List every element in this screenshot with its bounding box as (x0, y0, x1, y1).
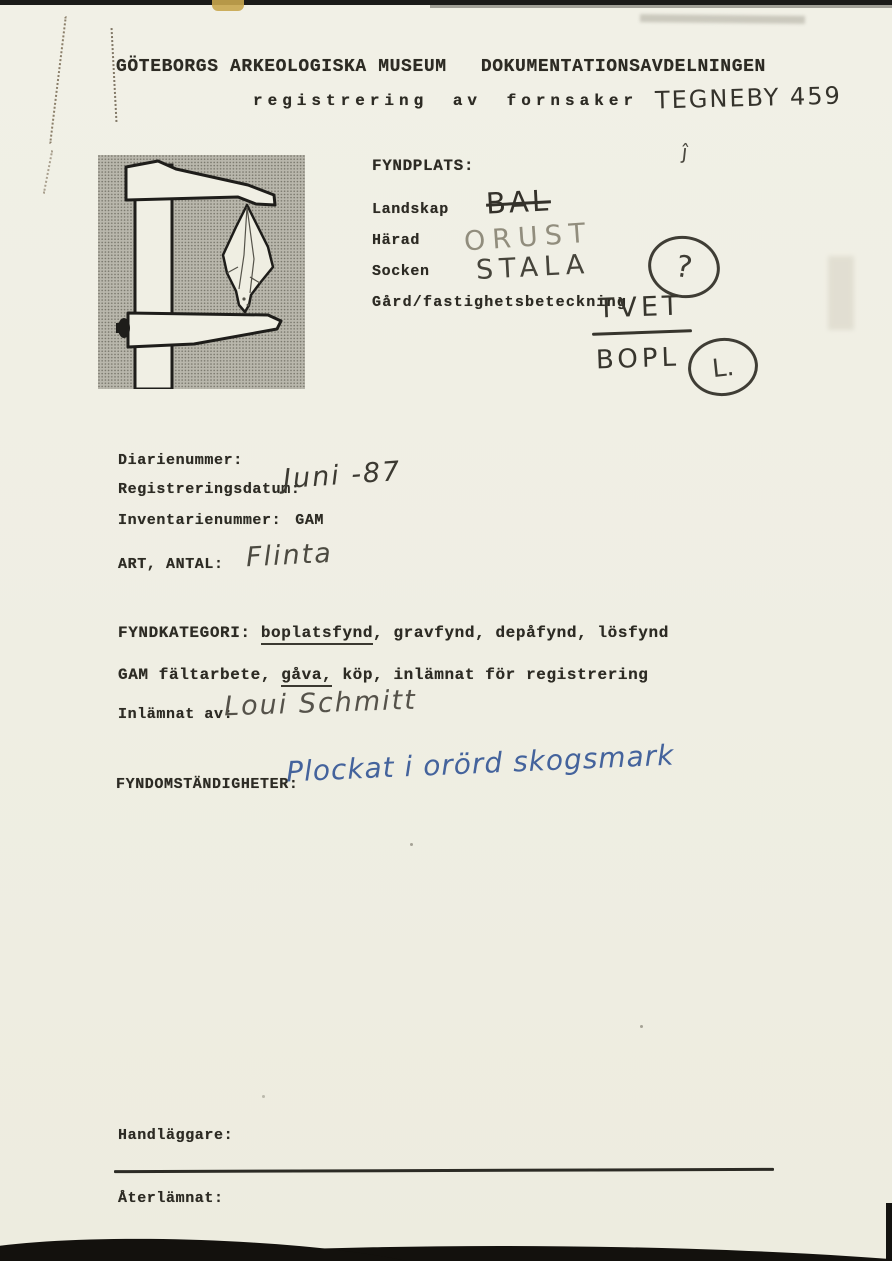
landskap-label: Landskap (372, 201, 449, 218)
question-mark: ? (673, 248, 695, 286)
acquisition-line (118, 666, 649, 684)
paper-speck (262, 1095, 265, 1098)
harad-label: Härad (372, 232, 421, 249)
paper-crease-mark (43, 150, 53, 194)
option-boplatsfynd-underlined: boplatsfynd (261, 624, 373, 645)
paper-speck (410, 843, 413, 846)
landskap-value-crossed-out: BAL (485, 183, 552, 221)
inventarienummer-value: GAM (295, 512, 325, 529)
art-antal-label: ART, ANTAL: (118, 556, 224, 573)
fyndomstandigheter-label: FYNDOMSTÄNDIGHETER: (116, 776, 299, 793)
option-depafynd: depåfynd, (495, 624, 598, 642)
fyndplats-title: FYNDPLATS: (372, 157, 475, 175)
regdatum-value: Juni -87 (282, 455, 403, 496)
ink-mark: ĵ (680, 139, 689, 165)
handwritten-site-reference: TEGNEBY 459 (654, 81, 843, 115)
fyndkategori-label: FYNDKATEGORI: (118, 624, 261, 642)
form-subtitle: registrering av fornsaker (253, 92, 639, 110)
scan-top-edge-shade (430, 5, 892, 8)
circled-letter-annotation (685, 335, 761, 400)
inlamnat-av-value: Loui Schmitt (223, 684, 418, 723)
fyndomstandigheter-value: Plockat i orörd skogsmark (285, 738, 676, 789)
diarienummer-label: Diarienummer: (118, 452, 243, 469)
regdatum-label: Registreringsdatum: (118, 481, 301, 498)
arrowhead-notch (242, 297, 245, 300)
caliper-screw-head (116, 323, 124, 333)
museum-title: GÖTEBORGS ARKEOLOGISKA MUSEUM DOKUMENTATIONSAVDELNINGEN (116, 57, 766, 77)
separator: , (373, 624, 394, 642)
paper-speck (640, 1025, 643, 1028)
inlamnat-av-label: Inlämnat av: (118, 706, 234, 723)
harad-value: ORUST (463, 217, 594, 258)
scan-smudge-right (828, 256, 854, 330)
art-antal-value: Flinta (245, 537, 334, 574)
gard-value: TVET (597, 290, 684, 325)
gard-label: Gård/fastighetsbeteckning (372, 294, 628, 311)
arrowhead-notch (247, 304, 250, 307)
acquisition-pre: GAM fältarbete, (118, 666, 282, 684)
option-gava-underlined: gåva, (281, 666, 332, 687)
artifact-photo (98, 155, 305, 389)
socken-value: STALA (475, 249, 591, 286)
option-losfynd: lösfynd (597, 624, 669, 642)
handlaggare-label: Handläggare: (118, 1127, 234, 1144)
socken-label: Socken (372, 263, 430, 280)
handwritten-underline (592, 329, 692, 335)
scan-smudge-top-right (640, 14, 805, 24)
circled-letter: L. (710, 351, 736, 383)
signature-line (114, 1168, 774, 1173)
inventarienummer-label: Inventarienummer: (118, 512, 282, 529)
paper-crease-mark (49, 16, 67, 143)
acquisition-post: köp, inlämnat för registrering (332, 666, 649, 684)
inventarienummer-row (118, 512, 324, 529)
scan-right-edge (886, 1203, 892, 1261)
aterlamnat-label: Återlämnat: (118, 1190, 224, 1207)
fyndkategori-line (118, 624, 669, 642)
option-gravfynd: gravfynd, (393, 624, 496, 642)
tape-residue-spot (212, 0, 244, 11)
boplats-note: BOPL (595, 342, 681, 376)
